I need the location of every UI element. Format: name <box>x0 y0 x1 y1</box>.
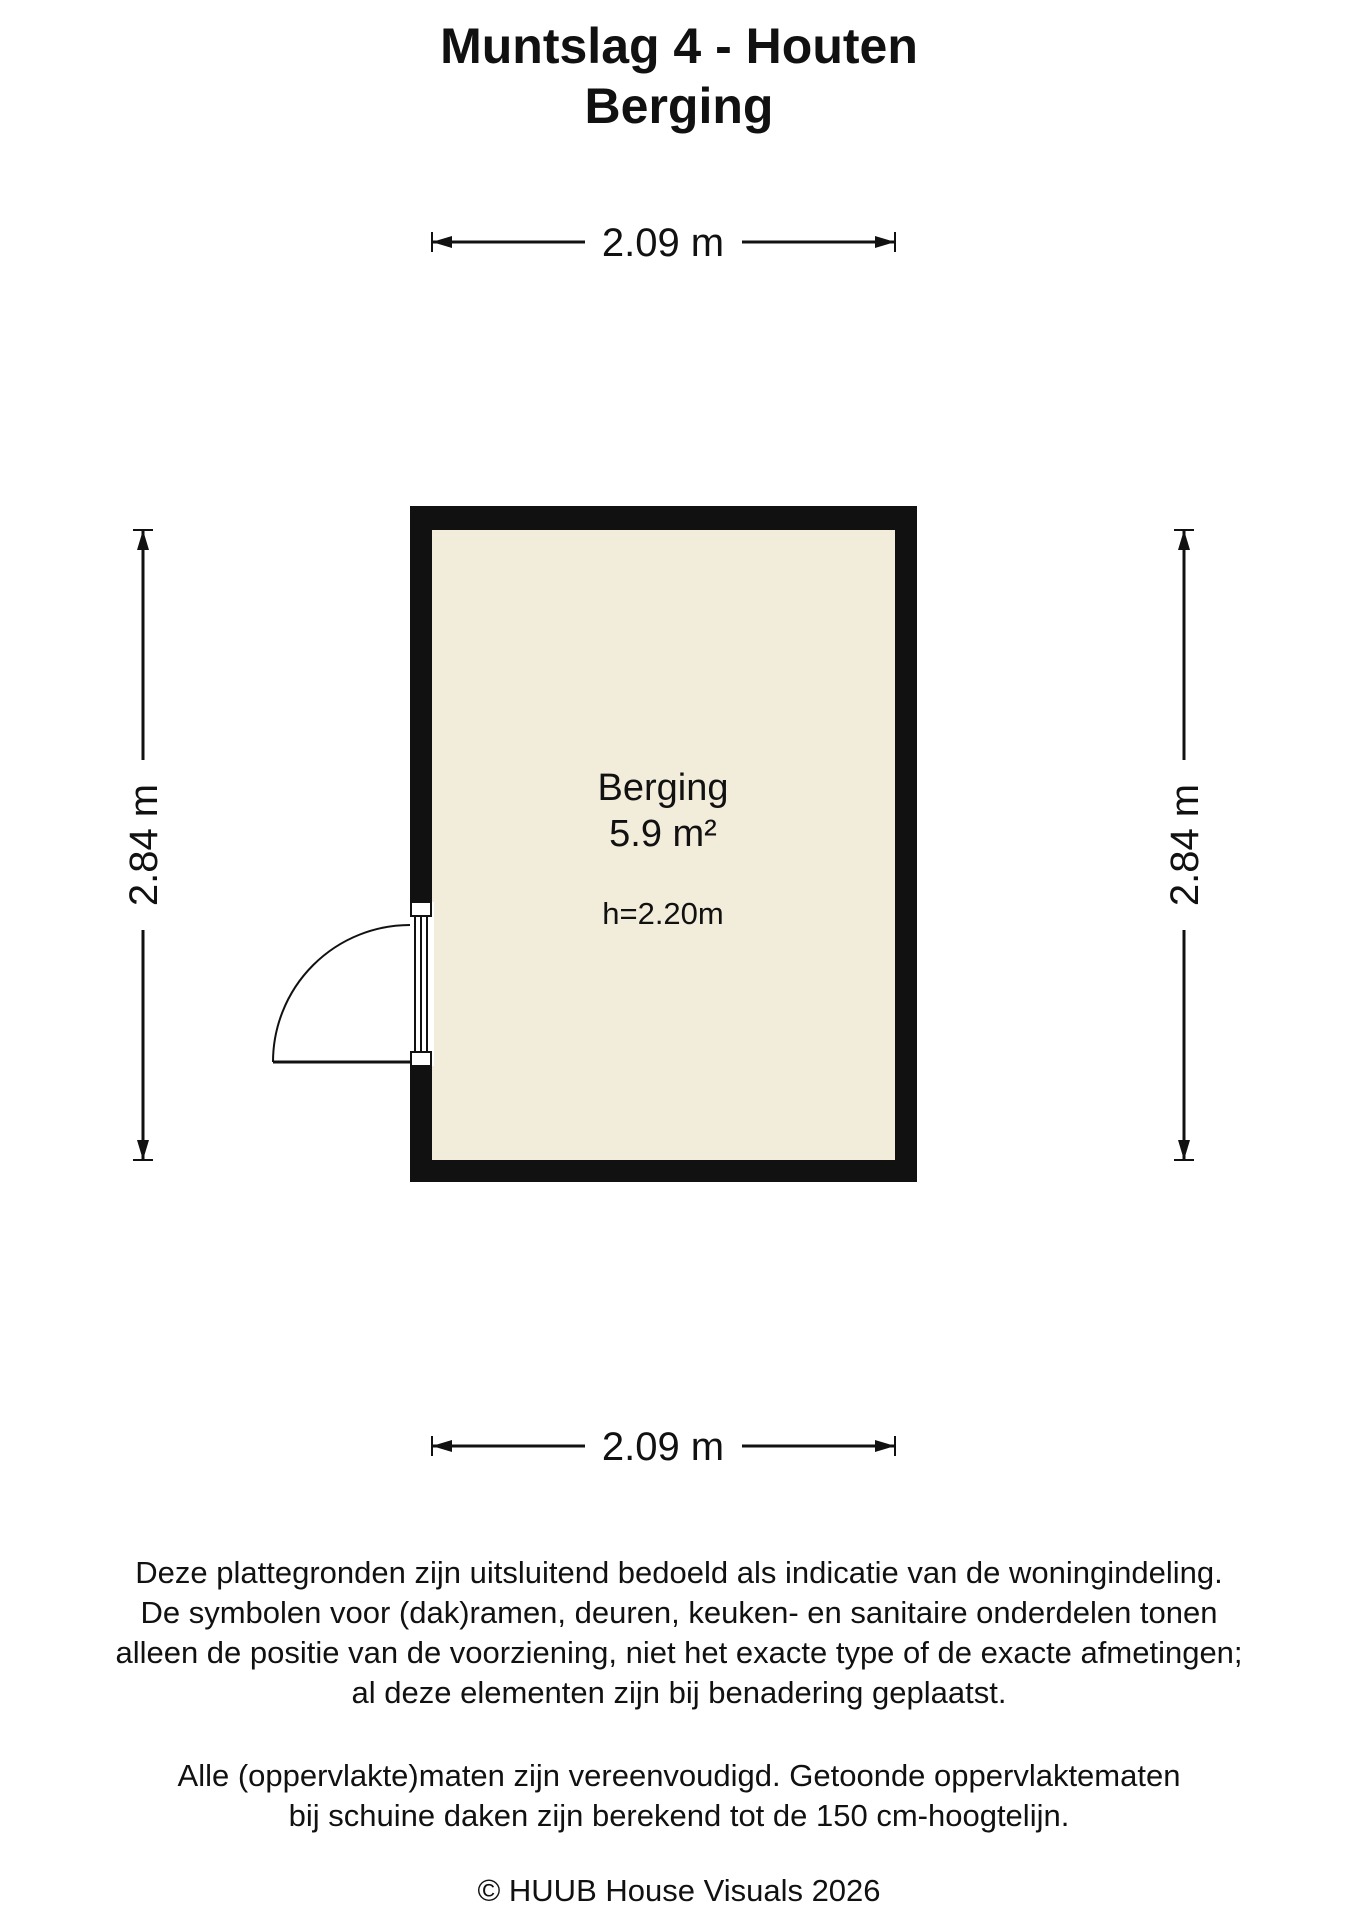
room-height: h=2.20m <box>602 896 724 931</box>
door-jamb-bottom <box>411 1052 431 1066</box>
disclaimer-line: al deze elementen zijn bij benadering geplaatst. <box>351 1675 1007 1710</box>
room-berging <box>273 506 917 1182</box>
room-area: 5.9 m² <box>609 813 717 855</box>
disclaimer-line: alleen de positie van de voorziening, niet het exacte type of de exacte afmetingen; <box>115 1635 1243 1670</box>
left-dimension-label: 2.84 m <box>122 783 166 907</box>
plan-title: Muntslag 4 - Houten <box>440 18 918 74</box>
disclaimer-line: De symbolen voor (dak)ramen, deuren, keuken- en sanitaire onderdelen tonen <box>140 1595 1218 1630</box>
bottom-dimension-label: 2.09 m <box>601 1425 725 1469</box>
room-name: Berging <box>597 767 729 809</box>
plan-subtitle: Berging <box>584 78 774 134</box>
top-dimension <box>432 221 895 265</box>
disclaimer-line: bij schuine daken zijn berekend tot de 150 cm-hoogtelijn. <box>288 1798 1070 1833</box>
left-dimension <box>122 530 166 1160</box>
disclaimer-line: Deze plattegronden zijn uitsluitend bedoeld als indicatie van de woningindeling. <box>135 1555 1223 1590</box>
bottom-dimension <box>432 1425 895 1469</box>
right-dimension-label: 2.84 m <box>1163 783 1207 907</box>
right-dimension <box>1163 530 1207 1160</box>
disclaimer-line: Alle (oppervlakte)maten zijn vereenvoudigd. Getoonde oppervlaktematen <box>177 1758 1181 1793</box>
disclaimer-block-2 <box>0 1756 1358 1836</box>
door-swing <box>273 925 410 1062</box>
disclaimer-block-1 <box>0 1553 1358 1713</box>
copyright-notice: © HUUB House Visuals 2026 <box>477 1873 881 1908</box>
door-jamb-top <box>411 902 431 916</box>
top-dimension-label: 2.09 m <box>601 221 725 265</box>
